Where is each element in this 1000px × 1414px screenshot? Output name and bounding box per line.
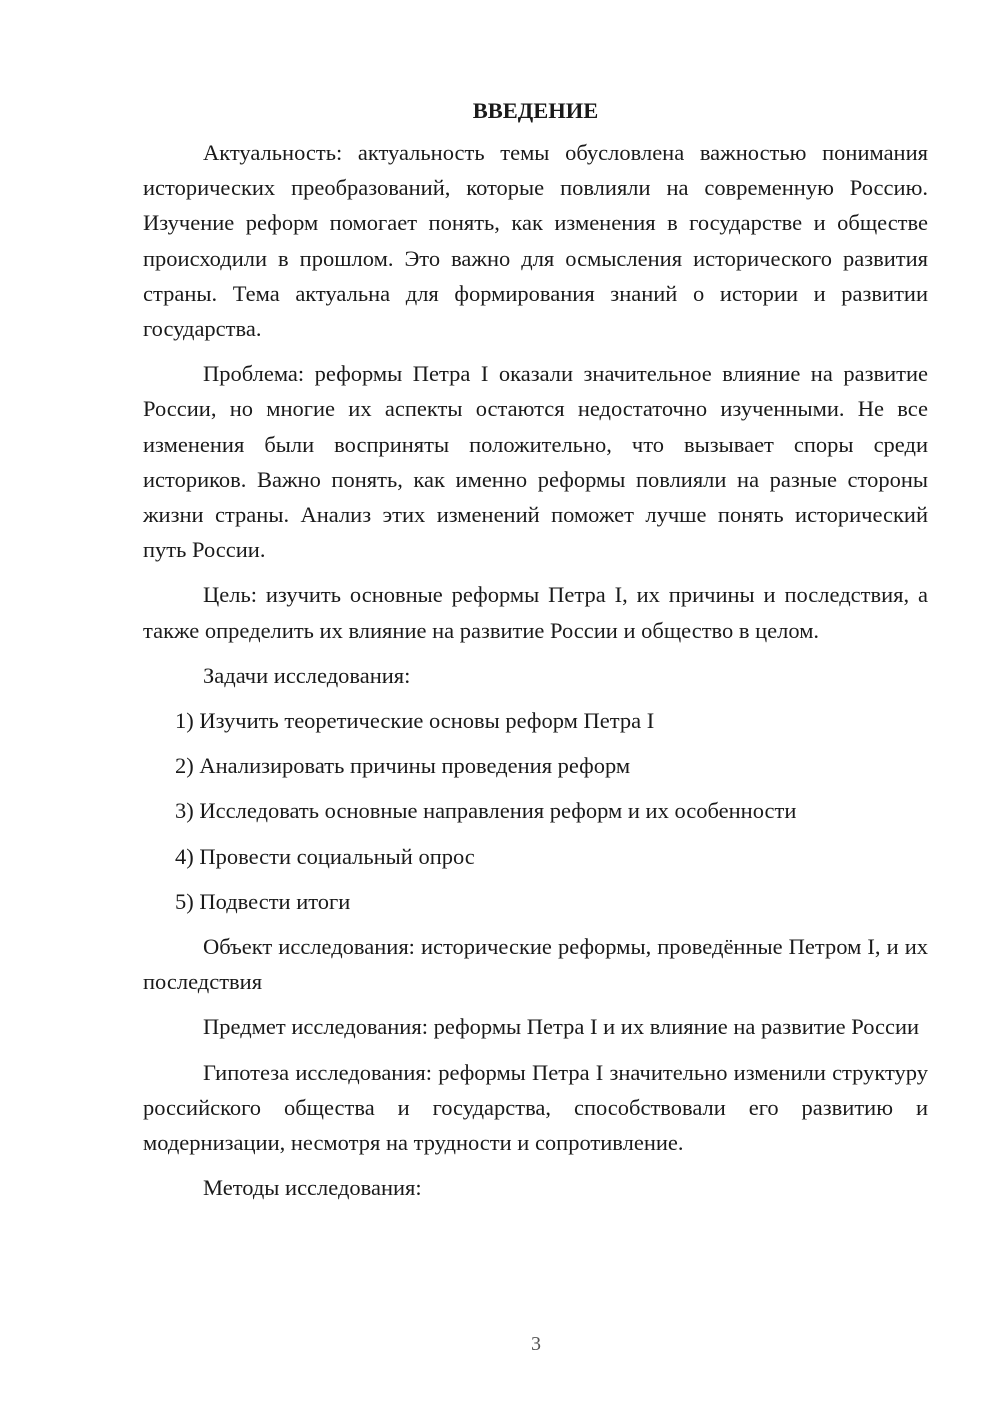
- tasks-heading: Задачи исследования:: [203, 662, 411, 688]
- list-item: 4) Провести социальный опрос: [175, 843, 475, 869]
- methods-heading: Методы исследования:: [203, 1175, 422, 1201]
- section-title: ВВЕДЕНИЕ: [472, 98, 599, 123]
- subject-paragraph: Предмет исследования: реформы Петра I и их влияние на развитие России: [203, 1014, 920, 1040]
- problem-paragraph: Проблема: реформы Петра I оказали значительное влияние на развитие России, но многие их аспекты остаются недостаточно изученными. Не все изменения были восприняты положительно, что вызывает споры среди историков. Важно понять, как именно реформы повлияли на разные стороны жизни страны. Анализ этих изменений поможет лучше понять исторический путь России.: [143, 361, 928, 563]
- hypothesis-paragraph: Гипотеза исследования: реформы Петра I значительно изменили структуру российского общества и государства, способствовали его развитию и модернизации, несмотря на трудности и сопротивление.: [143, 1059, 928, 1156]
- list-item: 1) Изучить теоретические основы реформ Петра I: [175, 708, 655, 734]
- page-number: 3: [531, 1333, 541, 1355]
- goal-paragraph: Цель: изучить основные реформы Петра I, их причины и последствия, а также определить их влияние на развитие России и общество в целом.: [143, 582, 928, 643]
- relevance-paragraph: Актуальность: актуальность темы обусловлена важностью понимания исторических преобразований, которые повлияли на современную Россию. Изучение реформ помогает понять, как изменения в государстве и обществе происходили в прошлом. Это важно для осмысления исторического развития страны. Тема актуальна для формирования знаний о истории и развитии государства.: [143, 140, 928, 342]
- tasks-list: [143, 703, 928, 919]
- list-item: 2) Анализировать причины проведения реформ: [175, 753, 631, 779]
- list-item: 5) Подвести итоги: [175, 888, 351, 914]
- object-paragraph: Объект исследования: исторические реформы, проведённые Петром I, и их последствия: [143, 934, 928, 995]
- list-item: 3) Исследовать основные направления реформ и их особенности: [175, 798, 797, 824]
- document-page: [143, 97, 928, 1215]
